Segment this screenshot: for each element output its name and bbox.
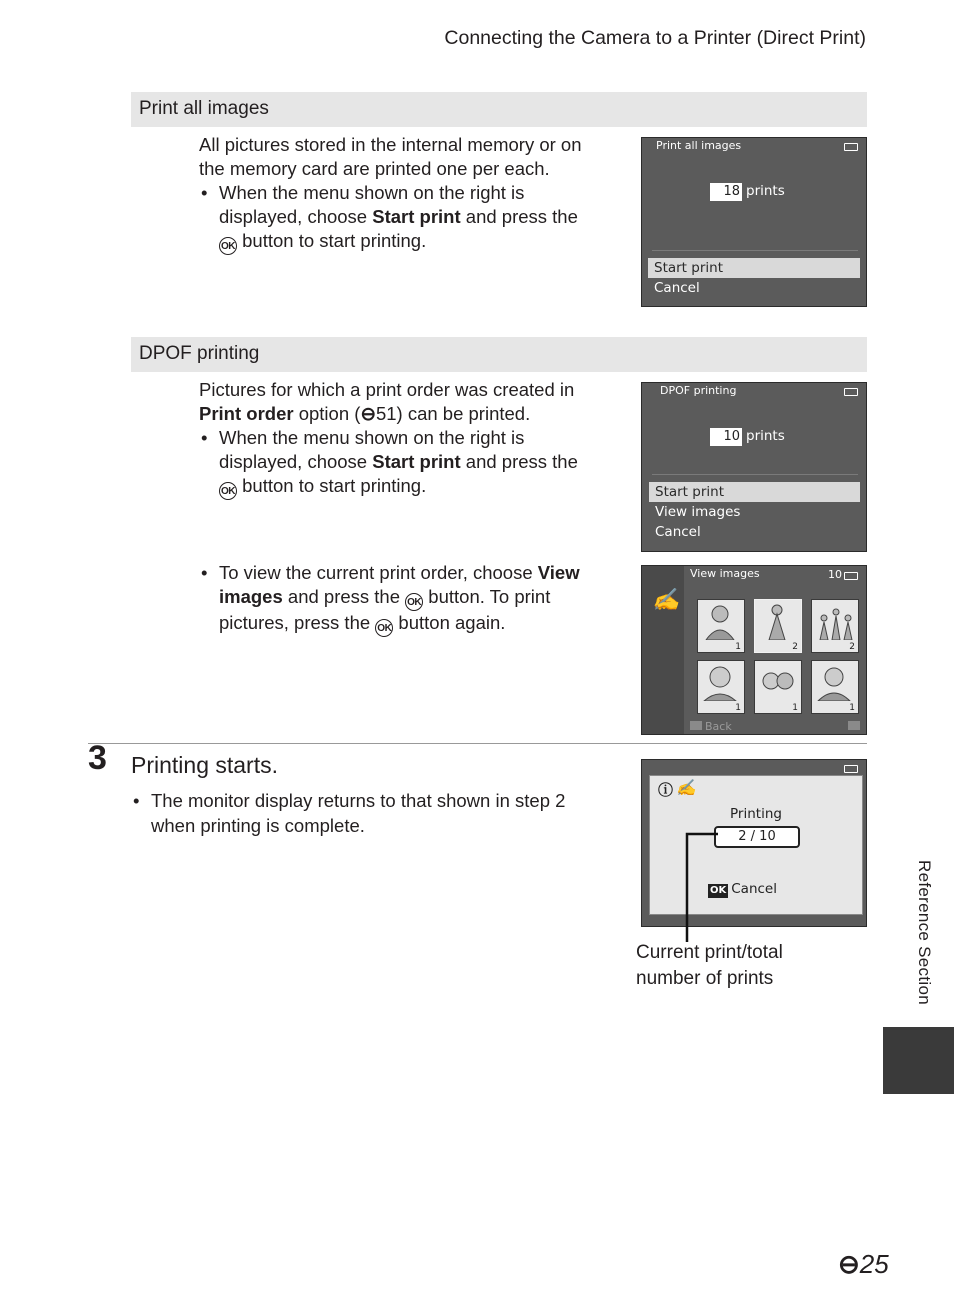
thumbnail[interactable]: 2 [811,599,859,653]
cancel-hint[interactable]: OK Cancel [710,881,777,897]
menu-item-cancel[interactable]: Cancel [654,280,700,296]
side-section-label: Reference Section [915,860,934,1005]
camera-screen-printing [641,759,867,927]
ok-button-icon: OK [219,482,237,500]
section-title: Print all images [139,98,269,119]
thumbnail[interactable]: 1 [697,599,745,653]
screen-title: DPOF printing [660,384,737,397]
screen-title: Print all images [656,139,742,152]
section-heading-dpof [131,337,867,372]
step-title: Printing starts. [131,752,278,778]
printing-status: Printing [730,806,782,822]
callout-label: Current print/total number of prints [636,942,783,989]
back-hint[interactable]: Back [690,720,732,733]
section1-body [199,133,609,255]
section2-intro: Pictures for which a print order was created in Print order option (⊖51) can be printed. [199,379,575,424]
step3-bullet: • The monitor display returns to that shown in step 2 when printing is complete. [131,788,601,838]
thumbnail[interactable]: 1 [811,660,859,714]
section-divider [88,743,867,744]
section2-bullet: • When the menu shown on the right is displayed, choose Start print and press the OK button to start printing. [199,426,609,500]
menu-item-start-print[interactable]: Start print [648,258,860,278]
thumbnail[interactable]: 1 [754,660,802,714]
page-number: ⊖25 [838,1249,889,1279]
section1-intro: All pictures stored in the internal memory or on the memory card are printed one per each. [199,134,582,179]
e-section-icon: ⊖ [360,403,376,424]
ok-button-icon: OK [710,885,727,896]
warning-icon: ⓘ [658,781,674,799]
thumbnail[interactable]: 1 [697,660,745,714]
section2-bullet2: • To view the current print order, choose View images and press the OK button. To print pictures, press the OK button again. [199,561,609,637]
section-heading-print-all [131,92,867,127]
camera-screen-print-all [641,137,867,307]
callout-line [680,832,720,944]
menu-item-cancel[interactable]: Cancel [655,524,701,540]
ok-button-icon: OK [405,593,423,611]
zoom-icon [848,721,860,730]
screen-title: View images [690,567,760,580]
step-number: 3 [88,739,107,777]
side-thumb-tab [883,1027,954,1094]
pictbridge-icon: ✍ [652,588,680,613]
battery-icon [844,765,858,773]
battery-icon [844,388,858,396]
section-title: DPOF printing [139,343,260,364]
menu-item-start-print[interactable]: Start print [649,482,860,502]
running-header: Connecting the Camera to a Printer (Direct Print) [444,27,866,49]
thumbnail-selected[interactable]: 2 [754,599,802,653]
section1-bullet: • When the menu shown on the right is displayed, choose Start print and press the OK button to start printing. [199,181,609,255]
e-section-icon: ⊖ [838,1249,860,1279]
progress-counter: 2 / 10 [714,826,800,848]
pictbridge-icon: ✍ [676,778,696,797]
battery-icon [844,143,858,151]
total-count: 10 [828,568,842,581]
camera-screen-dpof [641,382,867,552]
menu-button-icon [690,721,702,730]
print-count: 18 prints [710,183,785,201]
battery-icon [844,572,858,580]
menu-item-view-images[interactable]: View images [655,504,741,520]
section2-body [199,378,609,500]
print-count: 10 prints [710,428,785,446]
divider [652,474,858,475]
divider [652,250,858,251]
ok-button-icon: OK [375,619,393,637]
camera-screen-view-images [641,565,867,735]
ok-button-icon: OK [219,237,237,255]
